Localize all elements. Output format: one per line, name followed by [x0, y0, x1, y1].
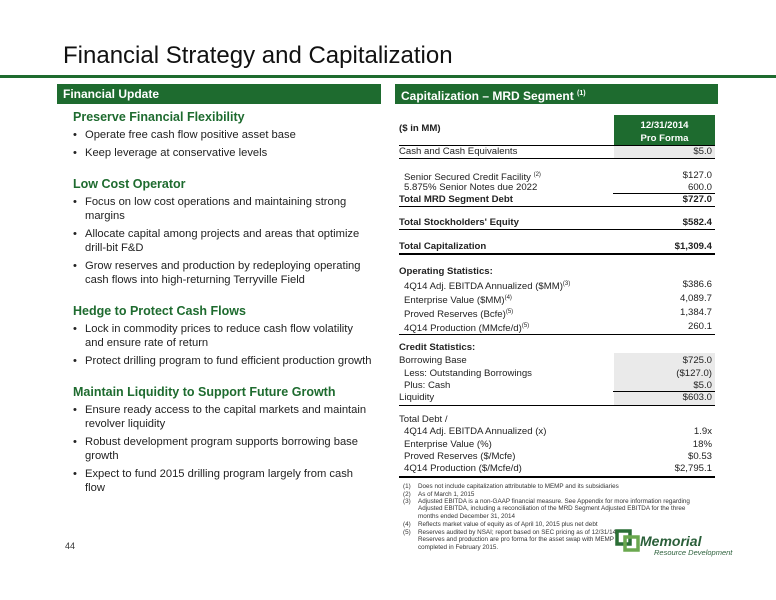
- table-rule: [399, 158, 715, 159]
- footnote: (1) Does not include capitalization attributable to MEMP and its subsidiaries: [403, 483, 619, 490]
- table-row: Plus: Cash $5.0: [404, 380, 712, 391]
- financial-update-header-text: Financial Update: [63, 87, 160, 101]
- section-label: Operating Statistics:: [399, 266, 493, 277]
- strategy-bullet: • Grow reserves and production by redeploying operating cash flows into high-returning Terryville Field: [73, 259, 373, 287]
- column-header-date: 12/31/2014: [640, 120, 689, 131]
- table-rule: [399, 253, 715, 255]
- strategy-heading: Hedge to Protect Cash Flows: [73, 304, 246, 318]
- table-row: Proved Reserves (Bcfe)$^{(5)}$ 1,384.7: [404, 307, 712, 321]
- strategy-bullet: • Expect to fund 2015 drilling program largely from cash flow: [73, 467, 373, 495]
- table-row: Total MRD Segment Debt $727.0: [399, 194, 712, 205]
- table-row: 4Q14 Adj. EBITDA Annualized (x) 1.9x: [404, 426, 712, 437]
- table-row: Cash and Cash Equivalents $5.0: [399, 146, 712, 157]
- table-row: 4Q14 Production ($/Mcfe/d) $2,795.1: [404, 463, 712, 474]
- capitalization-header: [395, 84, 718, 104]
- footnote: (4) Reflects market value of equity as of April 10, 2015 plus net debt: [403, 521, 598, 528]
- table-row: Enterprise Value (%) 18%: [404, 439, 712, 450]
- strategy-group: [73, 110, 373, 160]
- footnote: (3) Adjusted EBITDA is a non-GAAP financial measure. See Appendix for more information regarding Adjusted EBITDA, including a reconciliation of the MRD Segment Adjusted EBITDA for the three months ended December 31, 2014: [403, 498, 690, 520]
- table-row: Senior Secured Credit Facility $^{(2)}$ $127.0: [404, 170, 712, 184]
- table-row: Less: Outstanding Borrowings ($127.0): [404, 368, 712, 379]
- strategy-group: [73, 385, 373, 495]
- strategy-bullet: • Keep leverage at conservative levels: [73, 146, 373, 160]
- strategy-heading: Maintain Liquidity to Support Future Growth: [73, 385, 336, 399]
- memorial-logo-icon: [615, 527, 641, 553]
- strategy-bullet: • Allocate capital among projects and areas that optimize drill-bit F&D: [73, 227, 373, 255]
- section-label: Credit Statistics:: [399, 342, 476, 353]
- table-rule: [399, 405, 715, 406]
- strategy-bullet: • Focus on low cost operations and maintaining strong margins: [73, 195, 373, 223]
- strategy-bullet: • Ensure ready access to the capital markets and maintain revolver liquidity: [73, 403, 373, 431]
- table-row: Borrowing Base $725.0: [399, 355, 712, 366]
- strategy-bullet: • Protect drilling program to fund efficient production growth: [73, 354, 373, 368]
- table-rule: [399, 229, 715, 230]
- strategy-group: [73, 177, 373, 287]
- table-row: 5.875% Senior Notes due 2022 600.0: [404, 182, 712, 193]
- table-row: Liquidity $603.0: [399, 392, 712, 403]
- logo-subtitle: Resource Development: [654, 548, 733, 557]
- title-rule: [0, 75, 776, 78]
- footnote: (5) Reserves audited by NSAI; report based on SEC pricing as of 12/31/14. Reserves and production are pro forma for the asset swap with MEMP completed in February 2015.: [403, 529, 618, 551]
- table-row: Total Stockholders' Equity $582.4: [399, 217, 712, 228]
- strategy-heading: Low Cost Operator: [73, 177, 186, 191]
- strategy-heading: Preserve Financial Flexibility: [73, 110, 245, 124]
- table-rule: [399, 334, 715, 335]
- strategy-list: [73, 110, 373, 512]
- table-row: 4Q14 Production (MMcfe/d)$^{(5)}$ 260.1: [404, 321, 712, 335]
- table-row: Proved Reserves ($/Mcfe) $0.53: [404, 451, 712, 462]
- section-label: Total Debt /: [399, 414, 448, 425]
- page-title: Financial Strategy and Capitalization: [63, 42, 453, 69]
- strategy-bullet: • Lock in commodity prices to reduce cash flow volatility and ensure rate of return: [73, 322, 373, 350]
- strategy-bullet: • Operate free cash flow positive asset base: [73, 128, 373, 142]
- table-row: 4Q14 Adj. EBITDA Annualized ($MM)$^{(3)}$ $386.6: [404, 279, 712, 293]
- table-rule: [399, 206, 715, 207]
- page-number: 44: [65, 541, 76, 551]
- company-logo: [640, 533, 732, 557]
- table-row: Total Capitalization $1,309.4: [399, 241, 712, 252]
- table-rule: [399, 476, 715, 478]
- capitalization-header-text: Capitalization – MRD Segment: [401, 89, 574, 103]
- logo-name: Memorial: [640, 533, 702, 549]
- units-label: ($ in MM): [399, 123, 441, 134]
- capitalization-header-note: (1): [577, 90, 586, 97]
- footnote: (2) As of March 1, 2015: [403, 491, 475, 498]
- table-row: Enterprise Value ($MM)$^{(4)}$ 4,089.7: [404, 293, 712, 307]
- strategy-group: [73, 304, 373, 368]
- financial-update-header: [57, 84, 381, 104]
- strategy-bullet: • Robust development program supports borrowing base growth: [73, 435, 373, 463]
- column-header-basis: Pro Forma: [640, 133, 689, 144]
